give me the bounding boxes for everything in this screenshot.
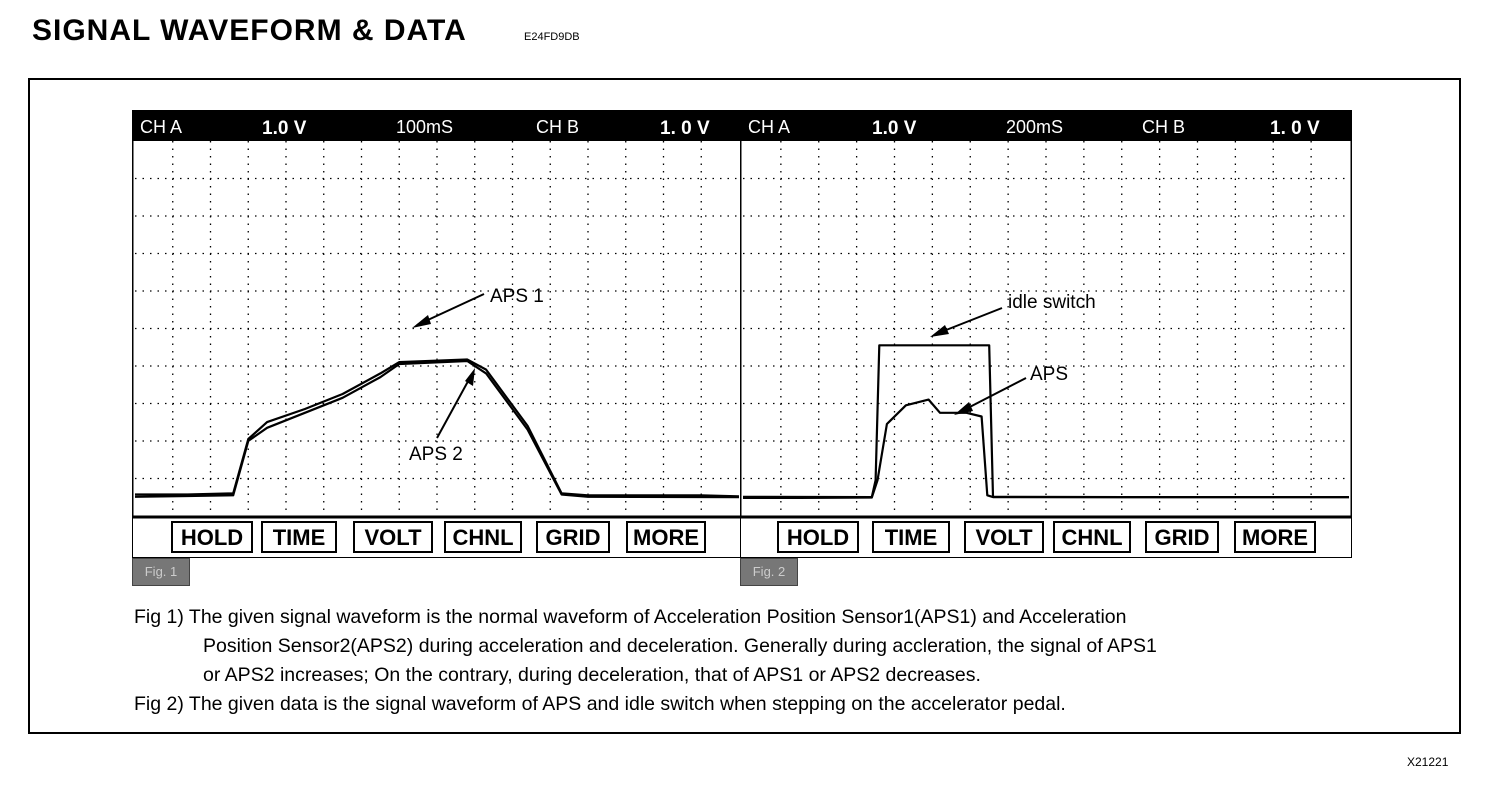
button-label: CHNL: [1061, 525, 1123, 550]
button-label: TIME: [272, 525, 326, 550]
button-label: GRID: [545, 525, 601, 550]
fig-2-tag: Fig. 2: [740, 558, 798, 586]
ch-b-label: CH B: [536, 117, 580, 137]
svg-text:APS 1: APS 1: [490, 286, 544, 307]
ch-a-label: CH A: [140, 117, 183, 137]
volt-button[interactable]: [965, 522, 1043, 552]
ch-a-label: CH A: [748, 117, 791, 137]
time-button[interactable]: [262, 522, 336, 552]
page-title: SIGNAL WAVEFORM & DATA: [32, 14, 467, 47]
button-label: VOLT: [364, 525, 422, 550]
oscilloscope-fig-1: [132, 110, 742, 558]
button-label: GRID: [1154, 525, 1210, 550]
ch-b-volt: 1. 0 V: [1270, 118, 1320, 139]
caption-fig1-line: Position Sensor2(APS2) during acceleration and deceleration. Generally during accleration, the signal of APS1: [203, 635, 1157, 657]
chnl-button[interactable]: [1054, 522, 1130, 552]
timebase-label: 100mS: [396, 117, 454, 137]
oscilloscope-fig-2: [740, 110, 1352, 558]
caption-fig1-line: Fig 1) The given signal waveform is the normal waveform of Acceleration Position Sensor1(APS1) and Acceleration: [134, 606, 1127, 628]
timebase-label: 200mS: [1006, 117, 1064, 137]
ch-b-label: CH B: [1142, 117, 1186, 137]
grid-button[interactable]: [537, 522, 609, 552]
ch-b-volt: 1. 0 V: [660, 118, 710, 139]
caption-fig1-line: or APS2 increases; On the contrary, during deceleration, that of APS1 or APS2 decreases.: [203, 664, 981, 686]
hold-button[interactable]: [172, 522, 252, 552]
volt-button[interactable]: [354, 522, 432, 552]
document-code: E24FD9DB: [524, 31, 580, 43]
more-button[interactable]: [627, 522, 705, 552]
button-label: HOLD: [180, 525, 244, 550]
button-label: CHNL: [452, 525, 514, 550]
footer-code: X21221: [1407, 755, 1449, 769]
chnl-button[interactable]: [445, 522, 521, 552]
time-button[interactable]: [873, 522, 949, 552]
ch-a-volt: 1.0 V: [262, 118, 307, 139]
fig-1-tag: Fig. 1: [132, 558, 190, 586]
hold-button[interactable]: [778, 522, 858, 552]
svg-text:idle switch: idle switch: [1008, 292, 1096, 313]
svg-text:APS 2: APS 2: [409, 444, 463, 465]
button-label: MORE: [633, 525, 699, 550]
button-label: HOLD: [786, 525, 850, 550]
more-button[interactable]: [1235, 522, 1315, 552]
ch-a-volt: 1.0 V: [872, 118, 917, 139]
grid-button[interactable]: [1146, 522, 1218, 552]
button-label: MORE: [1242, 525, 1308, 550]
caption-fig2-line: Fig 2) The given data is the signal waveform of APS and idle switch when stepping on the accelerator pedal.: [134, 693, 1066, 715]
figure-caption: [134, 603, 1157, 719]
button-label: TIME: [884, 525, 938, 550]
svg-text:APS: APS: [1030, 364, 1069, 385]
button-label: VOLT: [975, 525, 1033, 550]
